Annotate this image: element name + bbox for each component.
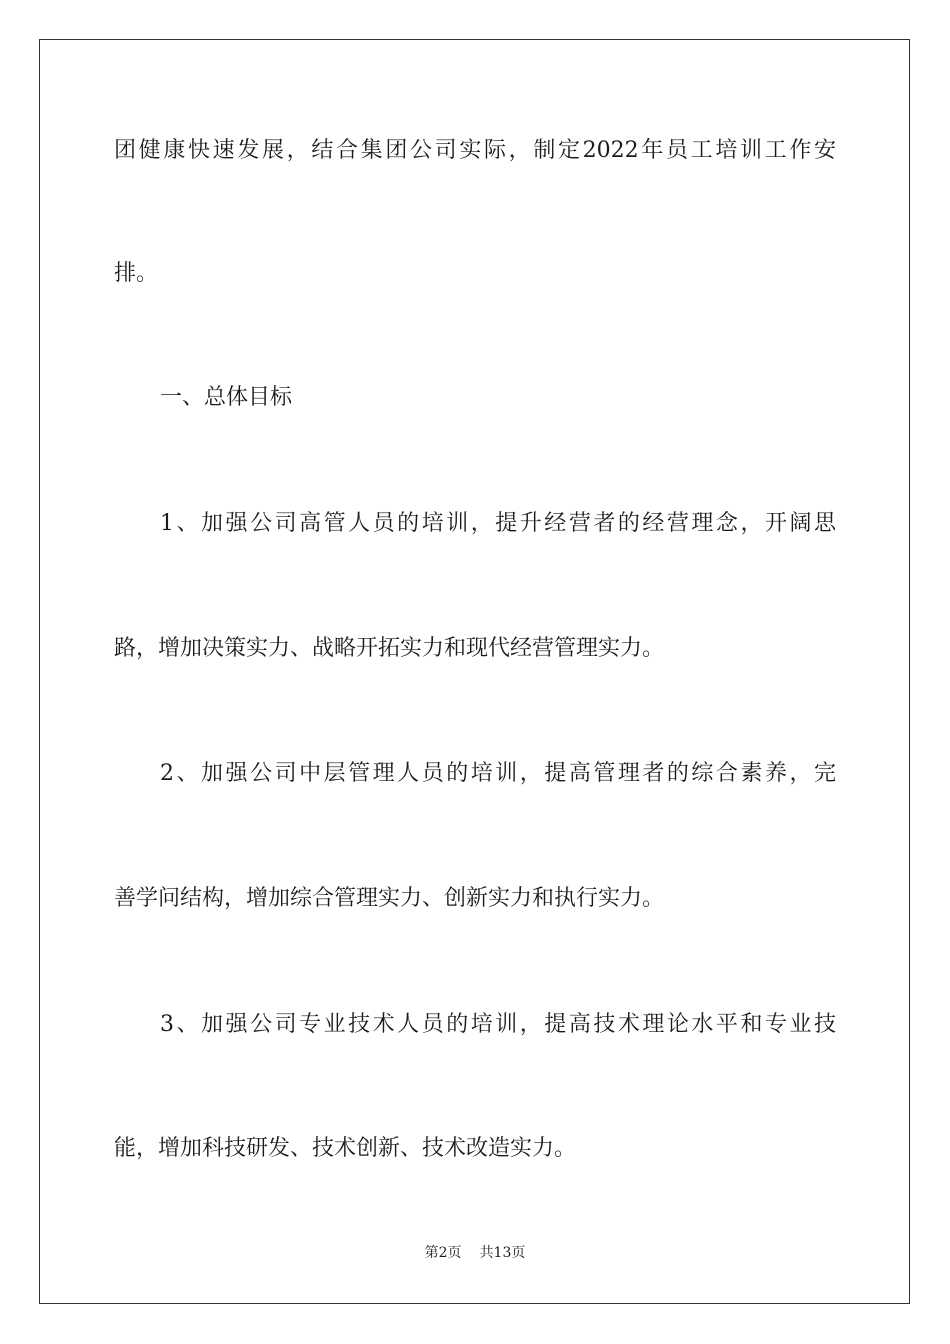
body-line-5: 路，增加决策实力、战略开拓实力和现代经营管理实力。 bbox=[114, 636, 665, 661]
body-line-4: 1、加强公司高管人员的培训，提升经营者的经营理念，开阔思 bbox=[160, 511, 836, 536]
page-number: 第2页 bbox=[424, 1245, 462, 1261]
page-border bbox=[39, 39, 910, 1304]
body-line-6: 2、加强公司中层管理人员的培训，提高管理者的综合素养，完 bbox=[160, 761, 836, 786]
page-total: 共13页 bbox=[479, 1245, 526, 1261]
page-footer bbox=[0, 1244, 950, 1262]
section-heading: 一、总体目标 bbox=[160, 385, 293, 410]
body-line-1: 团健康快速发展，结合集团公司实际，制定2022年员工培训工作安 bbox=[114, 138, 836, 163]
body-line-8: 3、加强公司专业技术人员的培训，提高技术理论水平和专业技 bbox=[160, 1012, 836, 1037]
body-line-7: 善学问结构，增加综合管理实力、创新实力和执行实力。 bbox=[114, 886, 665, 911]
body-line-9: 能，增加科技研发、技术创新、技术改造实力。 bbox=[114, 1136, 577, 1161]
body-line-2: 排。 bbox=[114, 261, 159, 286]
